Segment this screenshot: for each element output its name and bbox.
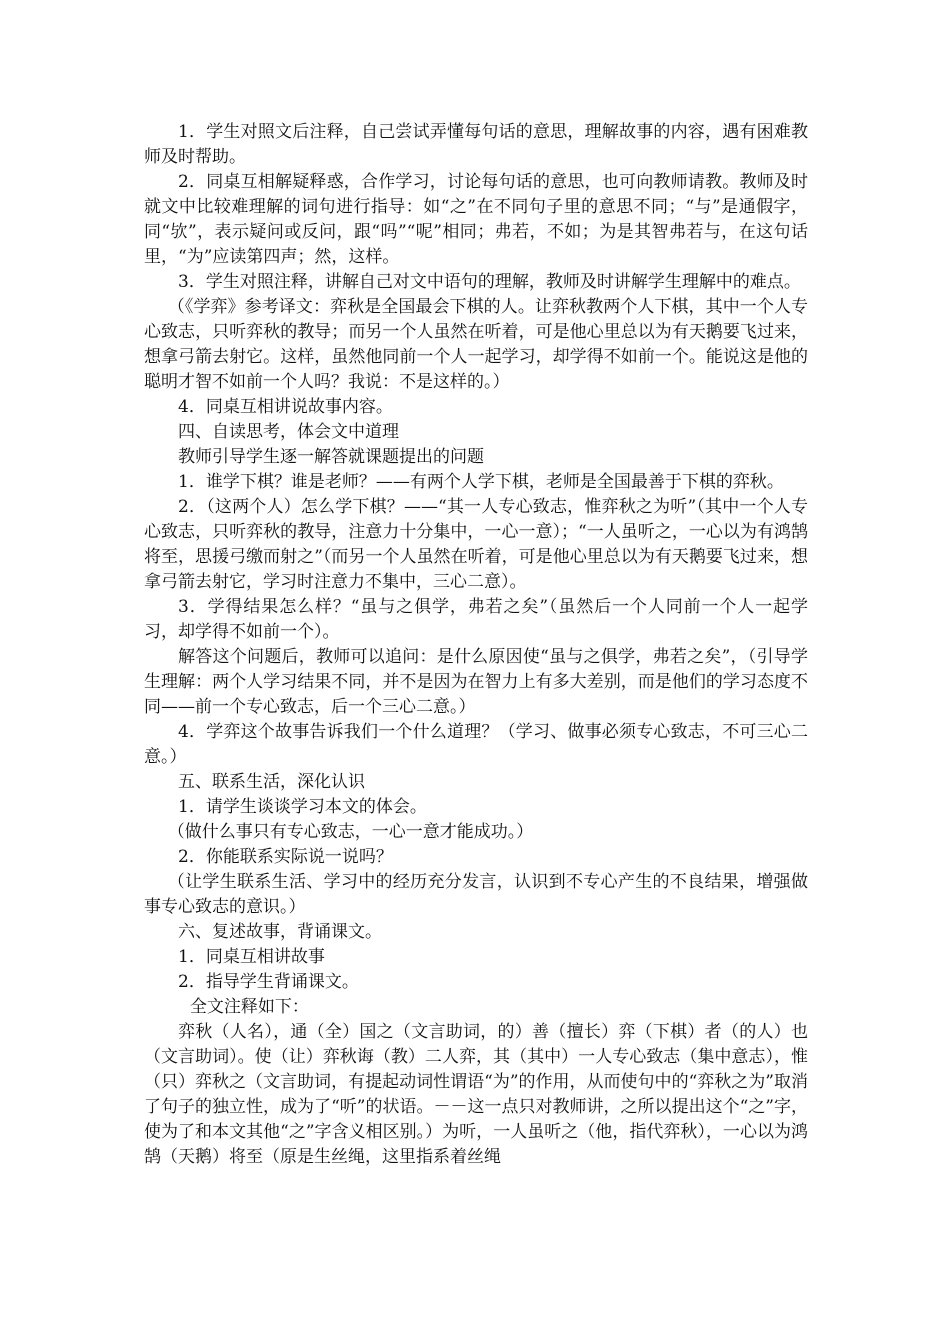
paragraph: 弈秋（人名），通（全）国之（文言助词，的）善（擅长）弈（下棋）者（的人）也（文言助词）。使（让）弈秋诲（教）二人弈，其（其中）一人专心致志（集中意志），惟（只）弈秋之（文言助词，有提起动词性谓语“为”的作用，从而使句中的“弈秋之为”取消了句子的独立性，成为了“听”的状语。－－这一点只对教师讲，之所以提出这个“之”字，使为了和本文其他“之”字含义相区别。）为听，一人虽听之（他，指代弈秋），一心以为鸿鹄（天鹅）将至（原是生丝绳，这里指系着丝绳 [144,1022,808,1167]
paragraph: 全文注释如下： [189,997,309,1017]
paragraph: 2．指导学生背诵课文。 [178,972,359,992]
paragraph: （做什么事只有专心致志，一心一意才能成功。） [167,822,534,842]
paragraph: 五、联系生活，深化认识 [178,772,365,792]
paragraph: 4．同桌互相讲说故事内容。 [178,397,393,417]
paragraph: 3．学生对照注释，讲解自己对文中语句的理解，教师及时讲解学生理解中的难点。 [178,272,801,292]
paragraph: 教师引导学生逐一解答就课题提出的问题 [178,447,484,467]
paragraph: 2．你能联系实际说一说吗？ [178,847,393,867]
paragraph: 2．同桌互相解疑释惑，合作学习，讨论每句话的意思，也可向教师请教。教师及时就文中比较难理解的词句进行指导：如“之”在不同句子里的意思不同；“与”是通假字，同“欤”，表示疑问或反问，跟“吗”“呢”相同；弗若，不如；为是其智弗若与，在这句话里，“为”应读第四声；然，这样。 [144,172,808,267]
paragraph: 解答这个问题后，教师可以追问：是什么原因使“虽与之俱学，弗若之矣”，（引导学生理解：两个人学习结果不同，并不是因为在智力上有多大差别，而是他们的学习态度不同——前一个专心致志，后一个三心二意。） [144,647,808,717]
paragraph: 1．谁学下棋？谁是老师？——有两个人学下棋，老师是全国最善于下棋的弈秋。 [178,472,784,492]
paragraph: （让学生联系生活、学习中的经历充分发言，认识到不专心产生的不良结果，增强做事专心致志的意识。） [144,872,808,917]
paragraph: 1．同桌互相讲故事 [178,947,325,967]
paragraph: （《学弈》参考译文：弈秋是全国最会下棋的人。让弈秋教两个人下棋，其中一个人专心致志，只听弈秋的教导；而另一个人虽然在听着，可是他心里总以为有天鹅要飞过来，想拿弓箭去射它。这样，虽然他同前一个人一起学习，却学得不如前一个。能说这是他的聪明才智不如前一个人吗？我说：不是这样的。） [144,297,808,392]
document-body [144,120,808,1170]
paragraph: 1．学生对照文后注释，自己尝试弄懂每句话的意思，理解故事的内容，遇有困难教师及时帮助。 [144,122,808,167]
paragraph: 六、复述故事，背诵课文。 [178,922,382,942]
paragraph: 四、自读思考，体会文中道理 [178,422,399,442]
paragraph: 3．学得结果怎么样？“虽与之俱学，弗若之矣”（虽然后一个人同前一个人一起学习，却学得不如前一个）。 [144,597,808,642]
paragraph: 2．（这两个人）怎么学下棋？——“其一人专心致志，惟弈秋之为听”（其中一个人专心致志，只听弈秋的教导，注意力十分集中，一心一意）；“一人虽听之，一心以为有鸿鹄将至，思援弓缴而射之”（而另一个人虽然在听着，可是他心里总以为有天鹅要飞过来，想拿弓箭去射它，学习时注意力不集中，三心二意）。 [144,497,808,592]
paragraph: 4．学弈这个故事告诉我们一个什么道理？（学习、做事必须专心致志，不可三心二意。） [144,722,808,767]
paragraph: 1．请学生谈谈学习本文的体会。 [178,797,427,817]
